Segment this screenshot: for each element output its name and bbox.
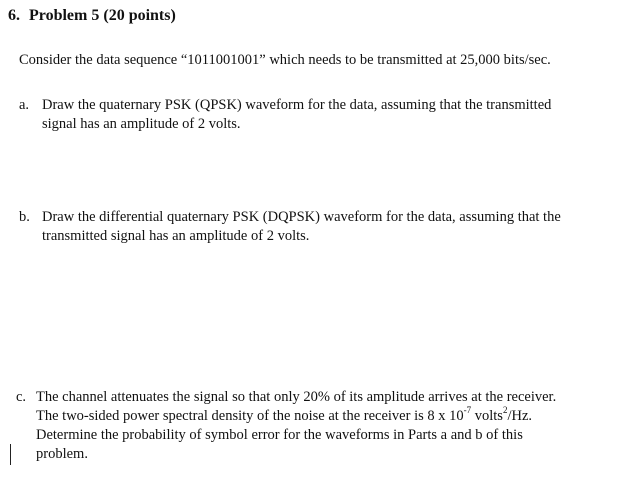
part-c-exponent-2: 2 <box>502 405 508 416</box>
problem-intro: Consider the data sequence “1011001001” which needs to be transmitted at 25,000 bits/sec. <box>19 52 551 68</box>
part-c-text-3: /Hz. Determine the probability of symbol error for the waveforms in Parts a and b of this problem. <box>36 408 533 462</box>
part-c-label: c. <box>16 389 27 405</box>
part-c-exponent-1: -7 <box>463 405 472 416</box>
part-c-text-1: The channel attenuates the signal so that only 20% of its amplitude arrives at the receiver. The two-sided power spectral density of the noise at the receiver is 8 x 10 <box>36 389 557 424</box>
problem-title: Problem 5 (20 points) <box>29 7 176 24</box>
text-cursor <box>10 444 11 465</box>
problem-number: 6. <box>8 7 20 24</box>
part-b-label: b. <box>19 209 30 225</box>
part-c-text <box>36 388 576 464</box>
part-a-label: a. <box>19 97 30 113</box>
part-c <box>16 388 576 464</box>
part-b <box>19 208 614 246</box>
part-a <box>19 96 579 134</box>
part-c-text-2: volts <box>474 408 503 424</box>
problem-heading <box>8 6 176 26</box>
part-b-text: Draw the differential quaternary PSK (DQPSK) waveform for the data, assuming that the transmitted signal has an amplitude of 2 volts. <box>42 209 561 244</box>
part-a-text: Draw the quaternary PSK (QPSK) waveform for the data, assuming that the transmitted signal has an amplitude of 2 volts. <box>42 97 552 132</box>
